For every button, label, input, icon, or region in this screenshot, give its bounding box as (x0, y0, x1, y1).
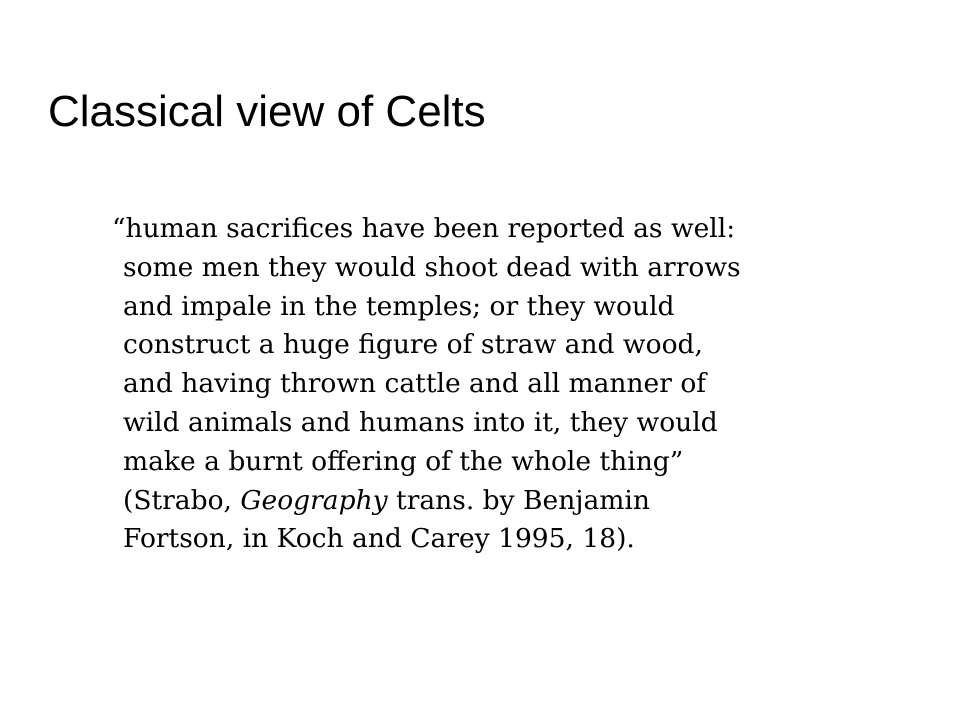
quote-line: some men they would shoot dead with arrows (123, 251, 741, 283)
citation-work-title: Geography (240, 484, 388, 516)
citation-suffix: trans. by Benjamin (387, 484, 650, 516)
quote-line: construct a huge figure of straw and wood, (123, 329, 703, 361)
slide-title: Classical view of Celts (48, 87, 486, 136)
quote-line: and having thrown cattle and all manner of (123, 368, 707, 400)
quote-line: “human sacrifices have been reported as well: (112, 213, 736, 244)
quote-block (112, 210, 923, 559)
citation-prefix: (Strabo, (123, 484, 241, 516)
quote-line: wild animals and humans into it, they would (123, 406, 718, 438)
citation-line (123, 482, 923, 521)
quote-line: make a burnt offering of the whole thing” (123, 445, 684, 477)
quote-line: and impale in the temples; or they would (123, 290, 675, 322)
citation-line: Fortson, in Koch and Carey 1995, 18). (123, 523, 635, 555)
